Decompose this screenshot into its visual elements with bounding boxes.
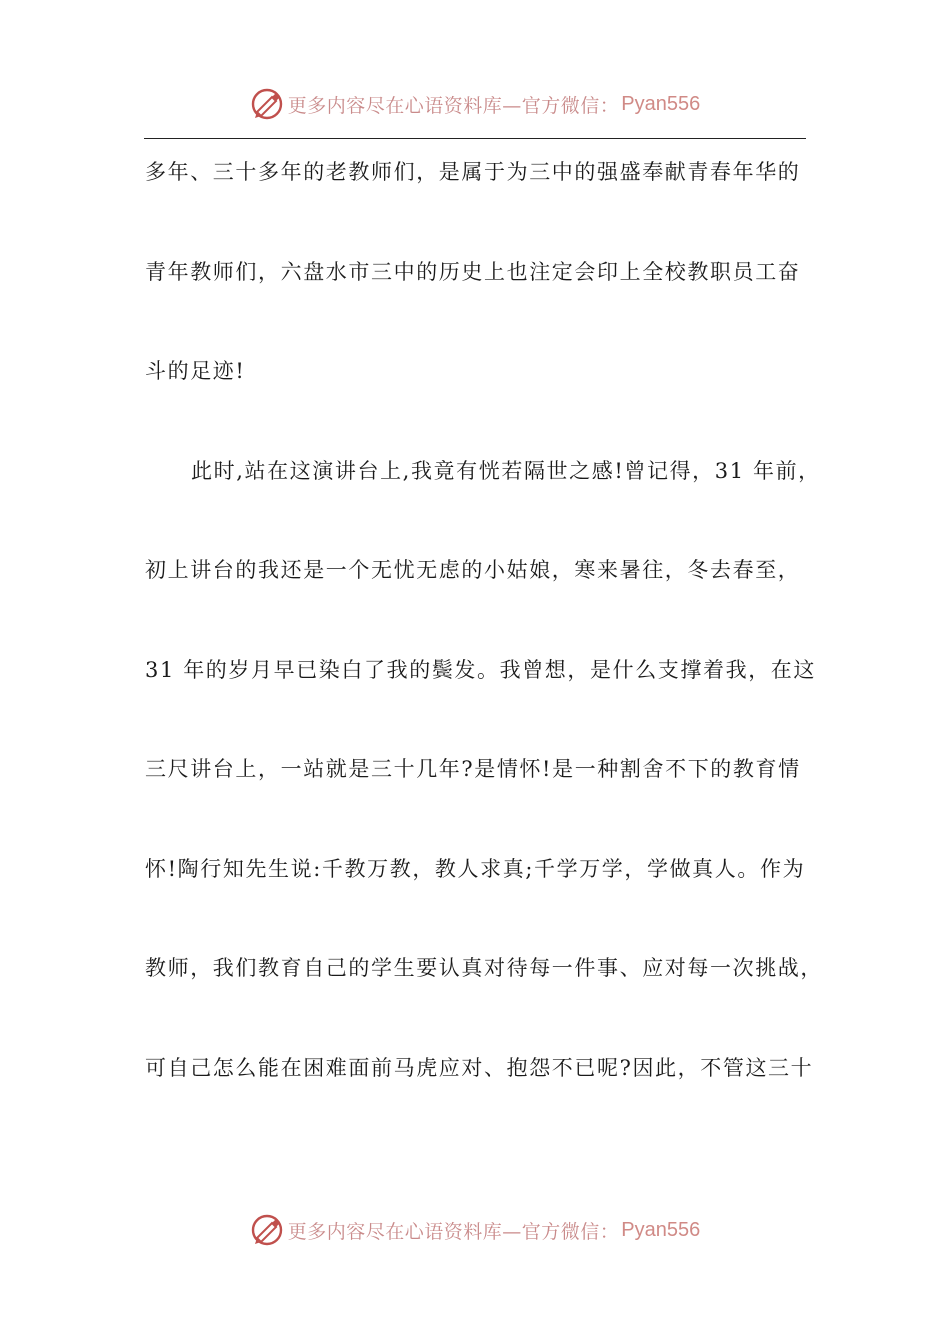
header-banner-text: 更多内容尽在心语资料库—官方微信： [287, 94, 620, 117]
body-line: 教师，我们教育自己的学生要认真对待每一件事、应对每一次挑战， [145, 956, 823, 980]
body-line: 斗的足迹! [145, 359, 246, 383]
footer-banner-contact: Pyan556 [621, 1218, 701, 1241]
header-banner [0, 84, 950, 124]
body-line: 青年教师们，六盘水市三中的历史上也注定会印上全校教职员工奋 [145, 259, 801, 284]
document-body [145, 150, 823, 1145]
body-line: 多年、三十多年的老教师们，是属于为三中的强盛奉献青春年华的 [145, 160, 801, 184]
header-divider [144, 138, 806, 139]
body-line: 三尺讲台上，一站就是三十几年?是情怀!是一种割舍不下的教育情 [145, 757, 801, 781]
body-line: 31 年的岁月早已染白了我的鬓发。我曾想，是什么支撑着我，在这 [145, 657, 816, 682]
pen-nib-logo-icon [250, 87, 284, 121]
body-line-paragraph-start: 此时,站在这演讲台上,我竟有恍若隔世之感!曾记得，31 年前， [191, 458, 821, 483]
body-line: 可自己怎么能在困难面前马虎应对、抱怨不已呢?因此，不管这三十 [145, 1055, 814, 1080]
body-line: 初上讲台的我还是一个无忧无虑的小姑娘，寒来暑往，冬去春至， [145, 558, 801, 582]
footer-banner-text: 更多内容尽在心语资料库—官方微信： [287, 1220, 620, 1243]
header-banner-contact: Pyan556 [621, 92, 701, 115]
pen-nib-logo-icon [250, 1213, 284, 1247]
body-line: 怀!陶行知先生说:千教万教，教人求真;千学万学，学做真人。作为 [145, 856, 806, 881]
footer-banner [0, 1210, 950, 1250]
